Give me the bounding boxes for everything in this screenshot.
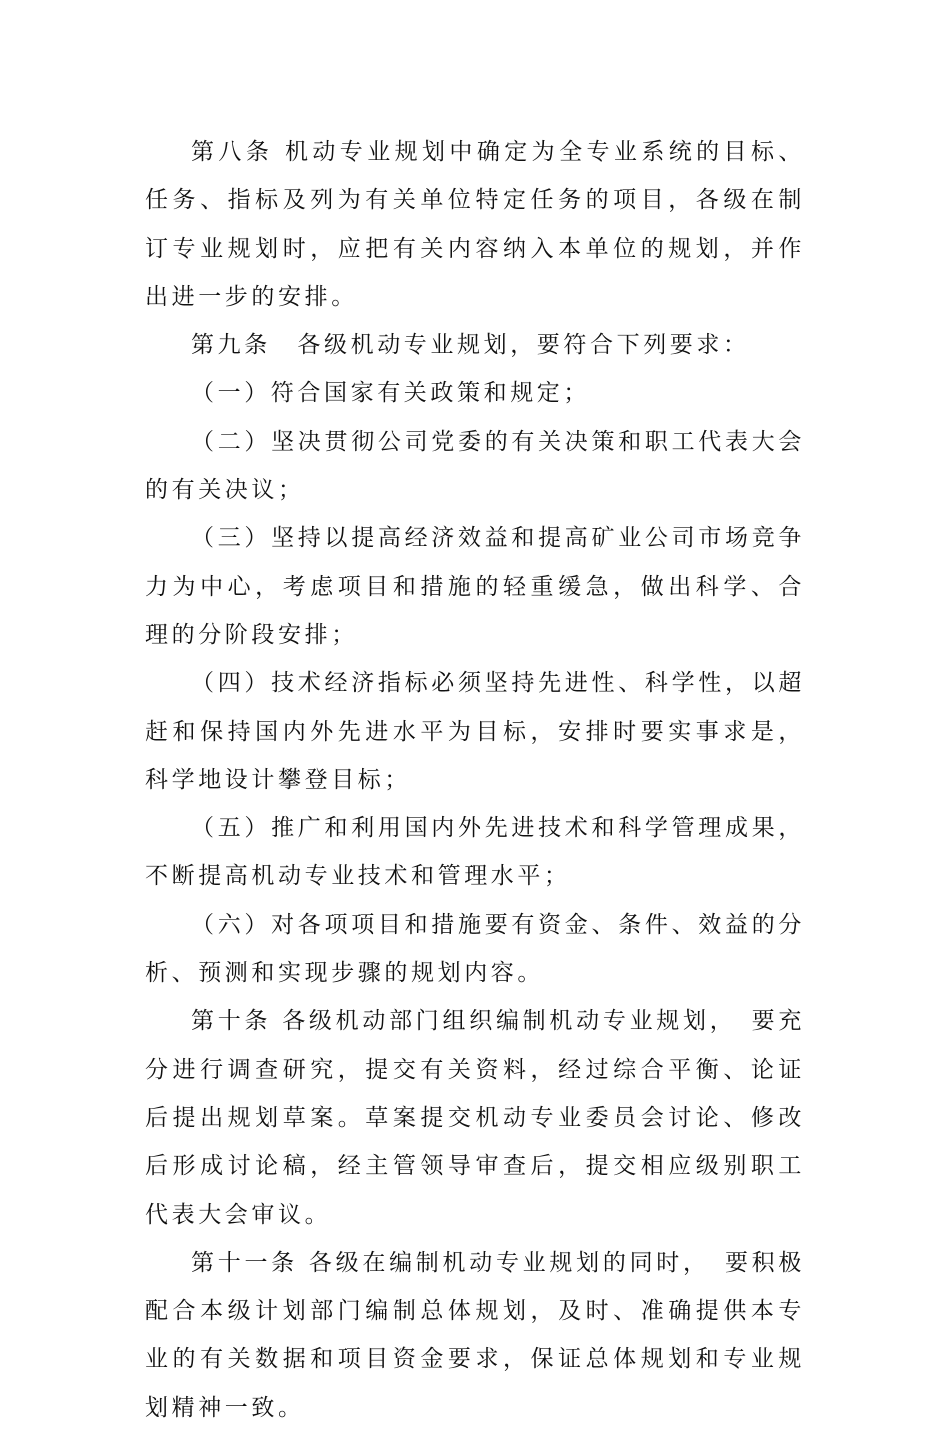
article-9-paragraph: 第九条 各级机动专业规划，要符合下列要求： [191, 332, 750, 359]
article-9-item-1: （一）符合国家有关政策和规定； [191, 380, 590, 407]
article-8-paragraph: 第八条 机动专业规划中确定为全专业系统的目标、任务、指标及列为有关单位特定任务的项目，各级在制订专业规划时，应把有关内容纳入本单位的规划，并作出进一步的安排。 [145, 139, 805, 310]
article-10-paragraph: 第十条 各级机动部门组织编制机动专业规划， 要充分进行调查研究，提交有关资料，经过综合平衡、论证后提出规划草案。草案提交机动专业委员会讨论、修改后形成讨论稿，经主管领导审查后，提交相应级别职工代表大会审议。 [145, 1008, 805, 1228]
article-9-item-2: （二）坚决贯彻公司党委的有关决策和职工代表大会的有关决议； [145, 428, 805, 504]
article-9-item-5: （五）推广和利用国内外先进技术和科学管理成果，不断提高机动专业技术和管理水平； [145, 815, 805, 890]
article-9-item-3: （三）坚持以提高经济效益和提高矿业公司市场竞争力为中心，考虑项目和措施的轻重缓急，做出科学、合理的分阶段安排； [145, 525, 805, 648]
article-9-item-6: （六）对各项项目和措施要有资金、条件、效益的分析、预测和实现步骤的规划内容。 [145, 911, 805, 987]
document-body [145, 128, 805, 1432]
article-11-paragraph: 第十一条 各级在编制机动专业规划的同时， 要积极配合本级计划部门编制总体规划，及时、准确提供本专业的有关数据和项目资金要求，保证总体规划和专业规划精神一致。 [145, 1249, 805, 1421]
article-9-item-4: （四）技术经济指标必须坚持先进性、科学性，以超赶和保持国内外先进水平为目标，安排时要实事求是，科学地设计攀登目标； [145, 670, 805, 793]
